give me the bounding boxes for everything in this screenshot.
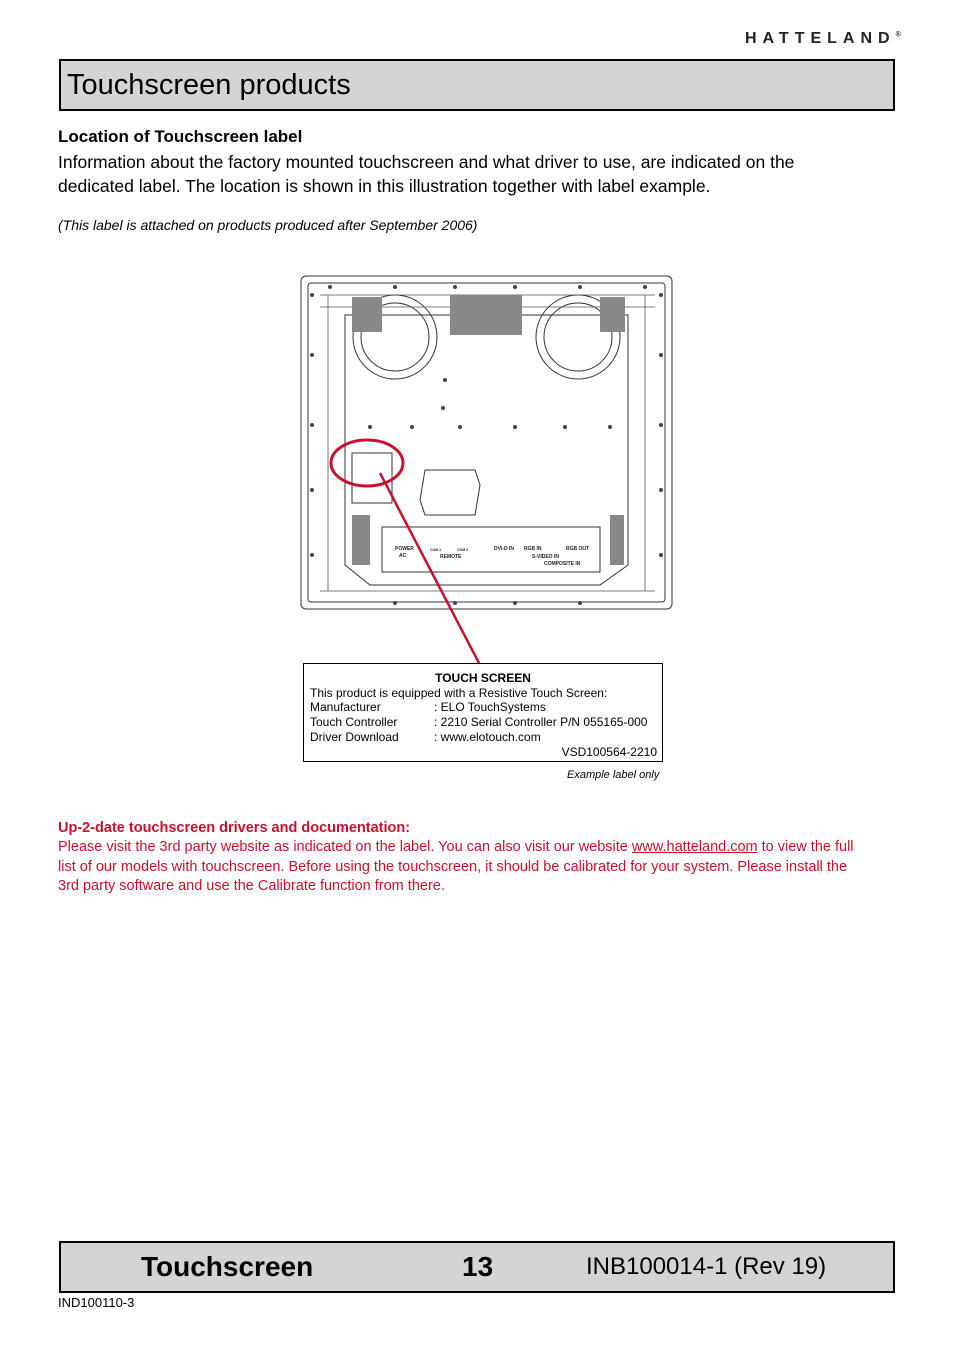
hatteland-logo: HATTELAND®	[745, 30, 901, 47]
rear-panel-outline	[345, 315, 628, 585]
document-number: INB100014-1 (Rev 19)	[586, 1253, 827, 1280]
label-key: Touch Controller	[310, 715, 398, 729]
label-intro: This product is equipped with a Resistive Touch Screen:	[310, 686, 608, 700]
connector-dvi: DVI-D IN	[494, 546, 514, 552]
label-key: Manufacturer	[310, 700, 381, 714]
footer-section: Touchscreen	[141, 1251, 314, 1282]
connector-svideo: S-VIDEO IN	[532, 554, 559, 560]
connector-com2: COM 2	[457, 548, 469, 552]
connector-rgb-in: RGB IN	[524, 546, 542, 552]
label-pointer-line	[380, 473, 480, 665]
label-plate	[352, 453, 392, 503]
label-value: : ELO TouchSystems	[434, 700, 546, 714]
page-title: Touchscreen products	[67, 69, 351, 101]
label-key: Driver Download	[310, 730, 399, 744]
production-note: (This label is attached on products produced after September 2006)	[58, 217, 478, 233]
label-value: : 2210 Serial Controller P/N 055165-000	[434, 715, 648, 729]
hatteland-website-link[interactable]: www.hatteland.com	[631, 839, 758, 855]
connector-power: POWER	[395, 546, 414, 552]
section-paragraph: Information about the factory mounted touchscreen and what driver to use, are indicated on the dedicated label. The location is shown in this illustration together with label example.	[58, 152, 795, 196]
connector-remote: REMOTE	[440, 554, 462, 560]
drivers-text: Please visit the 3rd party website as indicated on the label. You can also visit our website	[58, 839, 632, 855]
page-title-bar	[59, 59, 895, 111]
connector-com1: COM 1	[430, 548, 442, 552]
page-number: 13	[462, 1251, 494, 1282]
access-cover	[420, 470, 480, 515]
section-heading: Location of Touchscreen label	[58, 127, 303, 146]
drivers-heading: Up-2-date touchscreen drivers and documentation:	[58, 820, 411, 836]
label-code: VSD100564-2210	[561, 745, 657, 759]
footer-bar	[59, 1241, 895, 1293]
document-id: IND100110-3	[58, 1295, 135, 1310]
label-title: TOUCH SCREEN	[435, 671, 531, 685]
drivers-text: to view the full list of our models with touchscreen. Before using the touchscreen, it should be calibrated for your system. Please install the 3rd party software and use the Calibrate function from there.	[58, 839, 854, 894]
monitor-rear-drawing	[300, 275, 675, 665]
label-caption: Example label only	[567, 769, 660, 781]
connector-composite: COMPOSITE IN	[544, 561, 581, 567]
drivers-paragraph	[58, 838, 858, 897]
connector-ac: AC	[399, 553, 407, 559]
label-value: : www.elotouch.com	[434, 730, 541, 744]
touchscreen-label-example	[303, 663, 663, 762]
connector-rgb-out: RGB OUT	[566, 546, 590, 552]
